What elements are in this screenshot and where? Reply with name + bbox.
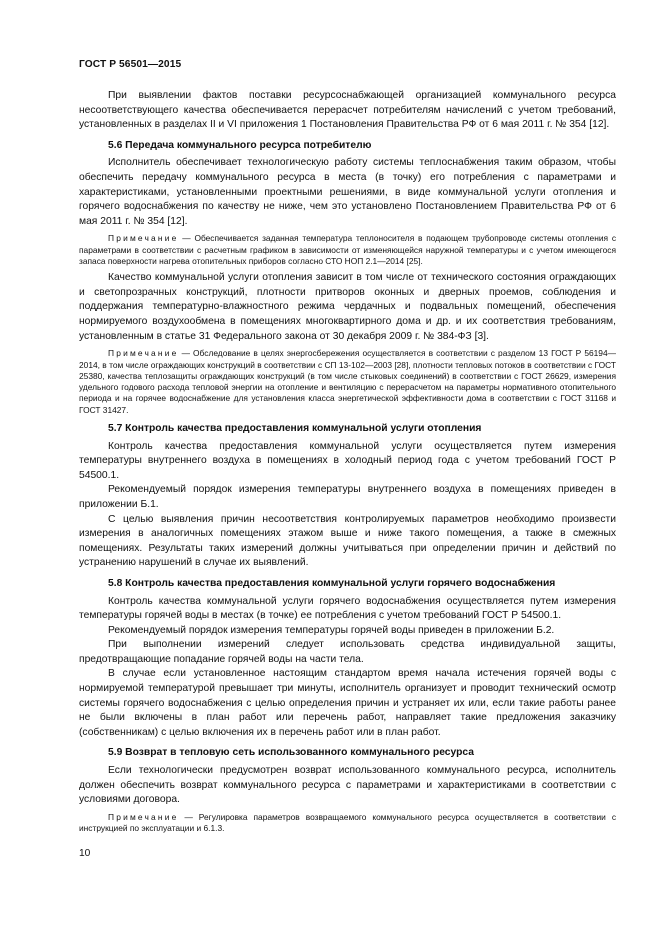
note-label: Примечание <box>108 348 179 359</box>
note-label: Примечание <box>108 233 179 244</box>
note-text: Обследование в целях энергосбережения осуществляется в соответствии с разделом 13 ГОСТ Р 56194—2014, в том числе ограждающих конструкций в соответствии с СП 13-102—2003 [28], плотности тепловых потоков в соответствии с ГОСТ 25380, качества теплозащиты ограждающих конструкций (в том числе стыковых соединений) в соответствии с ГОСТ 26629, измерения удельного годового расхода тепловой энергии на отопление и вентиляцию с перерасчетом на параметры нормативного отопительного периода и на горячее водоснабжение для установления класса энергетической эффективности дома в соответствии с ГОСТ 31168 и ГОСТ 31427. <box>79 348 616 415</box>
paragraph: При выполнении измерений следует использовать средства индивидуальной защиты, предотвращающие попадание горячей воды на части тела. <box>79 639 616 665</box>
paragraph: Качество коммунальной услуги отопления зависит в том числе от технического состояния ограждающих и светопрозрачных конструкций, плотности притворов оконных и дверных проемов, соблюдения и поддержания температурно-влажностного режима чердачных и подвальных помещений, обеспечения нормируемого воздухообмена в помещениях многоквартирного дома и др. и их соответствия требованиям, установленным в статье 31 Федерального закона от 30 декабря 2009 г. № 384-ФЗ [3]. <box>79 272 616 342</box>
section-heading-5-8: 5.8 Контроль качества предоставления коммунальной услуги горячего водоснабжения <box>108 577 556 589</box>
section-heading-5-7: 5.7 Контроль качества предоставления коммунальной услуги отопления <box>108 422 482 434</box>
standard-designation: ГОСТ Р 56501—2015 <box>79 59 182 70</box>
note-text: Обеспечивается заданная температура теплоносителя в подающем трубопроводе системы отопления с параметрами в соответствии с расчетным графиком в зависимости от изменяющейся наружной температуры и с учетом имеющегося запаса поверхности нагрева отопительных приборов согласно СТО НОП 2.1—2014 [25]. <box>79 233 617 266</box>
paragraph: Если технологически предусмотрен возврат использованного коммунального ресурса, исполнитель должен обеспечить возврат коммунального ресурса с параметрами и характеристиками в соответствии с условиями договора. <box>79 765 616 806</box>
note-dash: — <box>178 348 194 359</box>
paragraph: При выявлении фактов поставки ресурсоснабжающей организацией коммунального ресурса несоответствующего качества обеспечивается перерасчет потребителям начислений с учетом требований, установленных в разделах II и VI приложения 1 Постановления Правительства РФ от 6 мая 2011 г. № 354 [12]. <box>79 90 616 131</box>
page-number: 10 <box>79 848 91 859</box>
paragraph: Рекомендуемый порядок измерения температуры горячей воды приведен в приложении Б.2. <box>108 624 555 636</box>
paragraph: С целью выявления причин несоответствия контролируемых параметров необходимо произвести измерения в аналогичных помещениях этажом выше и ниже такого помещения, а также в смежных помещениях. Результаты таких измерений должны учитываться при определении причин и действий по устранению нарушений в случае их выявлений. <box>79 513 616 569</box>
note-dash: — <box>178 811 199 822</box>
note <box>79 233 616 267</box>
paragraph: В случае если установленное настоящим стандартом время начала истечения горячей воды с нормируемой температурой превышает три минуты, исполнитель организует и проводит технический осмотр системы горячего водоснабжения с целью определения причин и устраняет их или, если такие работы ранее не были включены в план работ или перечень работ, направляет такие предложения заказчику (собственникам) с целью включения их в перечень работ или в план работ. <box>79 668 616 738</box>
note-dash: — <box>178 233 195 244</box>
note-text: Регулировка параметров возвращаемого коммунального ресурса осуществляется в соответствии с инструкцией по эксплуатации и 6.1.3. <box>79 811 617 834</box>
paragraph: Рекомендуемый порядок измерения температуры внутреннего воздуха в помещениях приведен в приложении Б.1. <box>79 484 616 510</box>
paragraph: Контроль качества предоставления коммунальной услуги осуществляется путем измерения температуры внутреннего воздуха в помещениях в холодный период года с учетом требований ГОСТ Р 54500.1. <box>79 440 616 481</box>
section-heading-5-9: 5.9 Возврат в тепловую сеть использованного коммунального ресурса <box>108 747 474 759</box>
paragraph: Исполнитель обеспечивает технологическую работу системы теплоснабжения таким образом, чтобы обеспечить передачу коммунального ресурса в места (в точку) его потребления с параметрами и характеристиками, установленными проектными решениями, в виде коммунальной услуги отопления и горячего водоснабжения по качеству не ниже, чем это установлено Постановлением Правительства РФ от 6 мая 2011 г. № 354 [12]. <box>79 157 616 227</box>
paragraph: Контроль качества коммунальной услуги горячего водоснабжения осуществляется путем измерения температуры горячей воды в местах (в точке) ее потребления с учетом требований ГОСТ Р 54500.1. <box>79 595 616 622</box>
note <box>79 348 616 416</box>
note <box>79 812 616 835</box>
note-label: Примечание <box>108 811 179 822</box>
document-body <box>79 89 616 834</box>
section-heading-5-6: 5.6 Передача коммунального ресурса потребителю <box>108 139 372 151</box>
